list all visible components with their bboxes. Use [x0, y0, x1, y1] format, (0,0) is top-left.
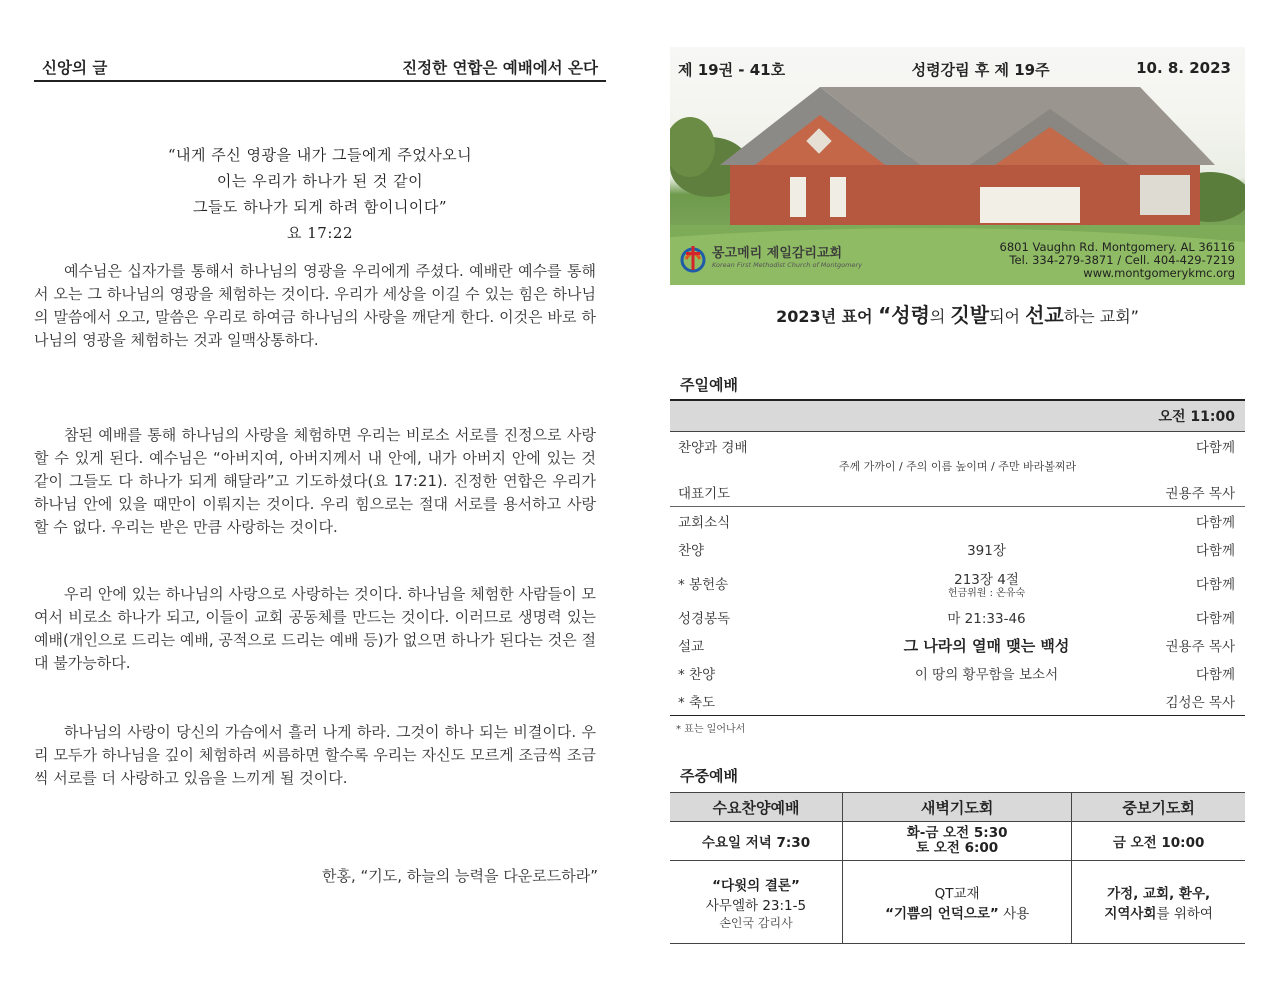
- article-title: 진정한 연합은 예배에서 온다: [402, 59, 598, 77]
- paragraph-1: 예수님은 십자가를 통해서 하나님의 영광을 우리에게 주셨다. 예배란 예수를 통해서 오는 그 하나님의 영광을 체험하는 것이다. 우리가 세상을 이길 수 있는 힘은 하나님의 말씀에서 오고, 말씀은 우리로 하여금 하나님의 사랑을 깨닫게 한다. 이것은 바로 하나님의 영광을 체험하는 것과 일맥상통하다.: [34, 262, 596, 349]
- order-content: 마 21:33-46: [947, 611, 1026, 627]
- table-row: [670, 822, 1245, 861]
- order-row: [670, 563, 1245, 603]
- paragraph-4: 하나님의 사랑이 당신의 가슴에서 흘러 나게 하라. 그것이 하나 되는 비결이다. 우리 모두가 하나님을 깊이 체험하려 씨름하면 할수록 우리는 자신도 모르게 조금씩 조금씩 서로를 더 사랑하고 있음을 느끼게 될 것이다.: [34, 723, 596, 787]
- prayer-community: 지역사회: [1104, 906, 1157, 922]
- dawn-detail: [843, 861, 1072, 944]
- intercession-time: 금 오전 10:00: [1072, 822, 1245, 861]
- order-content: 이 땅의 황무함을 보소서: [914, 667, 1059, 683]
- order-row: [670, 507, 1245, 535]
- order-item: 찬양과 경배: [678, 440, 748, 456]
- offering-committee: 헌금위원 : 온유숙: [947, 587, 1026, 599]
- order-item: * 축도: [678, 695, 716, 711]
- order-row: [670, 687, 1245, 715]
- section-label: 신앙의 글: [42, 59, 108, 77]
- motto-word: 되어: [989, 307, 1026, 326]
- liturgical-week: 성령강림 후 제 19주: [911, 61, 1050, 79]
- order-item: * 찬양: [678, 667, 716, 683]
- church-name: 몽고메리 제일감리교회: [712, 246, 843, 261]
- motto-word: 의: [929, 307, 951, 326]
- table-header: 중보기도회: [1072, 793, 1245, 822]
- sermon-title: 그 나라의 열매 맺는 백성: [903, 636, 1070, 655]
- wednesday-detail: [670, 861, 843, 944]
- paragraph-3: 우리 안에 있는 하나님의 사랑으로 사랑하는 것이다. 하나님을 체험한 사람들이 모여서 비로소 하나가 되고, 이들이 교회 공동체를 만드는 것이다. 이러므로 생명력 있는 예배(개인으로 드리는 예배, 공적으로 드리는 예배 등)가 없으면 하나가 된다는 것은 절대 불가능하다.: [34, 585, 596, 672]
- left-header: [34, 50, 606, 82]
- order-leader: 다함께: [1195, 440, 1235, 456]
- order-leader: 다함께: [1195, 577, 1235, 593]
- wed-scripture: 사무엘하 23:1-5: [705, 897, 807, 914]
- website-link[interactable]: www.montgomerykmc.org: [1083, 266, 1235, 280]
- verse-line: 이는 우리가 하나가 된 것 같이: [216, 172, 424, 190]
- quote-source: 한홍, “기도, 하늘의 능력을 다운로드하라”: [322, 867, 598, 885]
- verse-reference: 요 17:22: [287, 224, 353, 242]
- order-row: [670, 535, 1245, 563]
- order-leader: 다함께: [1195, 543, 1235, 559]
- table-row: [670, 861, 1245, 944]
- dawn-time: [843, 822, 1072, 861]
- order-row: [670, 631, 1245, 659]
- motto-prefix: 2023년 표어: [776, 307, 879, 326]
- service-time: 오전 11:00: [1158, 409, 1235, 425]
- offering-hymn: 213장 4절: [954, 571, 1019, 588]
- bulletin-header: [678, 59, 1231, 80]
- address: 6801 Vaughn Rd. Montgomery. AL 36116: [999, 240, 1235, 254]
- midweek-services-table: [670, 792, 1245, 944]
- motto-word: 하는 교회”: [1063, 307, 1139, 326]
- order-content: [858, 568, 1115, 599]
- order-item: 찬양: [678, 543, 705, 559]
- bulletin-date: 10. 8. 2023: [1136, 59, 1231, 77]
- volume-number: 제 19권 - 41호: [678, 61, 786, 79]
- dawn-saturday-time: 토 오전 6:00: [916, 840, 999, 856]
- left-page: [34, 50, 606, 885]
- midweek-service-title: 주중예배: [680, 767, 738, 785]
- church-banner: [670, 47, 1245, 285]
- table-header: 수요찬양예배: [670, 793, 843, 822]
- motto-word: 깃발: [950, 303, 990, 327]
- order-item: 설교: [678, 639, 705, 655]
- church-logo: [680, 243, 862, 273]
- prayer-targets: 가정, 교회, 환우,: [1107, 886, 1211, 902]
- order-leader: 다함께: [1195, 611, 1235, 627]
- order-leader: 김성은 목사: [1165, 695, 1235, 711]
- sunday-service-title: 주일예배: [680, 376, 738, 394]
- standing-footnote: * 표는 일어나서: [670, 715, 1245, 735]
- church-english-name: Korean First Methodist Church of Montgomery: [712, 261, 862, 269]
- praise-song-list: 주께 가까이 / 주의 이름 높이며 / 주만 바라볼찌라: [838, 460, 1077, 473]
- right-page: [670, 47, 1245, 944]
- service-time-bar: [670, 401, 1245, 432]
- order-leader: 다함께: [1195, 667, 1235, 683]
- order-row: [670, 432, 1245, 460]
- order-row: [670, 603, 1245, 631]
- wednesday-time: 수요일 저녁 7:30: [670, 822, 843, 861]
- qt-material: QT교재: [934, 886, 980, 902]
- intercession-detail: [1072, 861, 1245, 944]
- phone: Tel. 334-279-3871 / Cell. 404-429-7219: [1009, 253, 1235, 267]
- order-leader: 권용주 목사: [1165, 486, 1235, 502]
- order-item: 교회소식: [678, 515, 731, 531]
- order-item: 대표기도: [678, 486, 731, 502]
- dawn-weekday-time: 화-금 오전 5:30: [906, 825, 1008, 841]
- wed-preacher: 손인국 감리사: [719, 915, 793, 930]
- order-leader: 권용주 목사: [1165, 639, 1235, 655]
- qt-book: “기쁨의 언덕으로”: [885, 906, 999, 922]
- cross-flame-icon: [680, 243, 706, 273]
- verse-line: “내게 주신 영광을 내가 그들에게 주었사오니: [167, 146, 473, 164]
- year-motto: [670, 299, 1245, 328]
- order-row: [670, 478, 1245, 506]
- order-item: 성경봉독: [678, 611, 731, 627]
- motto-word: 선교: [1025, 303, 1064, 327]
- wed-sermon-title: “다윗의 결론”: [712, 877, 800, 894]
- motto-quote: “: [878, 303, 892, 327]
- contact-info: [1000, 241, 1235, 280]
- order-item: * 봉헌송: [678, 577, 729, 593]
- qt-use: 사용: [998, 906, 1030, 922]
- sunday-service-order: [670, 399, 1245, 735]
- order-row: [670, 659, 1245, 687]
- order-leader: 다함께: [1195, 515, 1235, 531]
- verse-line: 그들도 하나가 되게 하려 함이니이다”: [192, 198, 448, 216]
- scripture-quote: [34, 142, 606, 246]
- order-content: 391장: [967, 543, 1006, 559]
- prayer-suffix: 를 위하여: [1156, 906, 1213, 922]
- motto-word: 성령: [891, 303, 930, 327]
- paragraph-2: 참된 예배를 통해 하나님의 사랑을 체험하면 우리는 비로소 서로를 진정으로 사랑할 수 있게 된다. 예수님은 “아버지여, 아버지께서 내 안에, 내가 아버지 안에 있는 것같이 그들도 다 하나가 되게 해달라”고 기도하셨다(요 17:21). 진정한 연합은 우리가 하나님 안에 있을 때만이 이뤄지는 것이다. 우리 힘으로는 절대 서로를 용서하고 사랑할 수 없다. 우리는 받은 만큼 사랑하는 것이다.: [34, 426, 596, 536]
- table-header: 새벽기도회: [843, 793, 1072, 822]
